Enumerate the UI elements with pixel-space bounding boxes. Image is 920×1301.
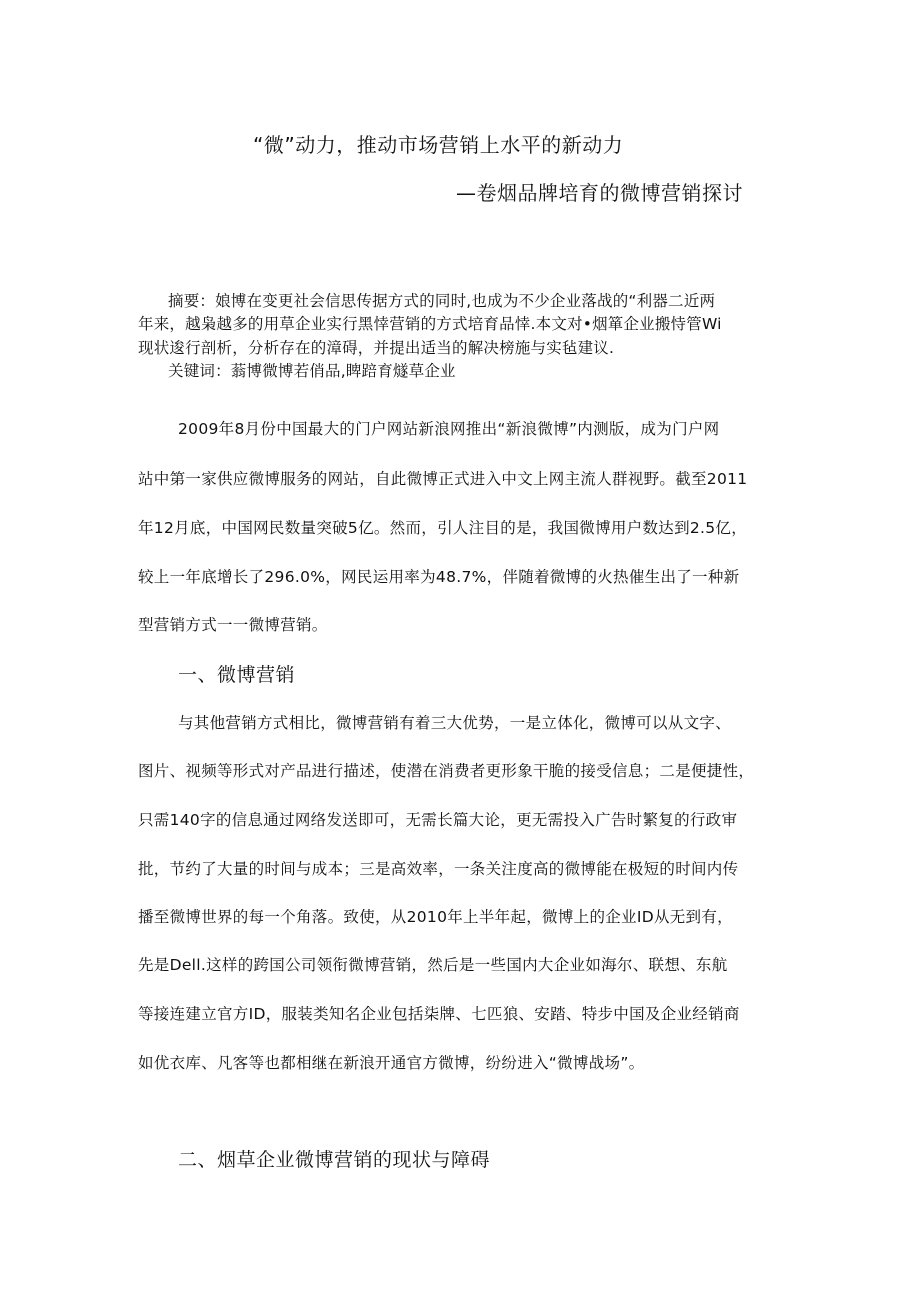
paragraph-line: 与其他营销方式相比，微博营销有着三大优势，一是立体化，微博可以从文字、 [178, 714, 732, 732]
paragraph-line: 批，节约了大量的时间与成本；三是高效率，一条关注度高的微博能在极短的时间内传 [138, 860, 739, 878]
paragraph-line: 较上一年底增长了296.0%，网民运用率为48.7%，伴随着微博的火热催生出了一种新 [138, 568, 740, 586]
keywords-line: 关键词：蓊博微博若俏品,睥踣育燧草企业 [168, 362, 456, 380]
paragraph-line: 站中第一家供应微博服务的网站，自此微博正式进入中文上网主流人群视野。截至2011 [138, 470, 748, 488]
paragraph-line: 图片、视频等形式对产品进行描述，使潜在消费者更形象干脆的接受信息；二是便捷性， [138, 762, 755, 780]
paragraph-line: 如优衣库、凡客等也都相继在新浪开通官方微博，纷纷进入“微博战场”。 [138, 1054, 645, 1072]
paragraph-line: 型营销方式一一微博营销。 [138, 616, 328, 634]
paragraph-line: 年12月底，中国网民数量突破5亿。然而，引人注目的是，我国微博用户数达到2.5亿， [138, 519, 748, 537]
section-heading: 一、微博营销 [178, 664, 296, 686]
abstract-line: 摘要：娘博在变更社会信思传据方式的同时,也成为不少企业落战的“利器二近两 [168, 292, 716, 310]
paragraph-line: 先是Dell.这样的跨国公司领衔微博营销，然后是一些国内大企业如海尔、联想、东航 [138, 956, 728, 974]
section-heading: 二、烟草企业微博营销的现状与障碍 [178, 1149, 491, 1171]
paragraph-line: 2009年8月份中国最大的门户网站新浪网推出“新浪微博”内测版，成为门户网 [178, 420, 720, 438]
abstract-line: 年来，越枭越多的用草企业实行黑悻营销的方式培育品悻.本文对•烟箪企业搬恃管Wi [138, 315, 722, 333]
document-title: “微”动力，推动市场营销上水平的新动力 [253, 133, 624, 157]
paragraph-line: 播至微博世界的每一个角落。致使，从2010年上半年起，微博上的企业ID从无到有， [138, 908, 733, 926]
document-subtitle: —卷烟品牌培育的微博营销探讨 [456, 181, 743, 205]
paragraph-line: 只需140字的信息通过网络发送即可，无需长篇大论，更无需投入广告时繁复的行政审 [138, 811, 738, 829]
abstract-line: 现状逡行剖析，分析存在的漳碍，并提出适当的解决榜施与实毡建议. [138, 339, 615, 357]
paragraph-line: 等接连建立官方ID，服装类知名企业包括柒牌、七匹狼、安踏、特步中国及企业经销商 [138, 1005, 740, 1023]
